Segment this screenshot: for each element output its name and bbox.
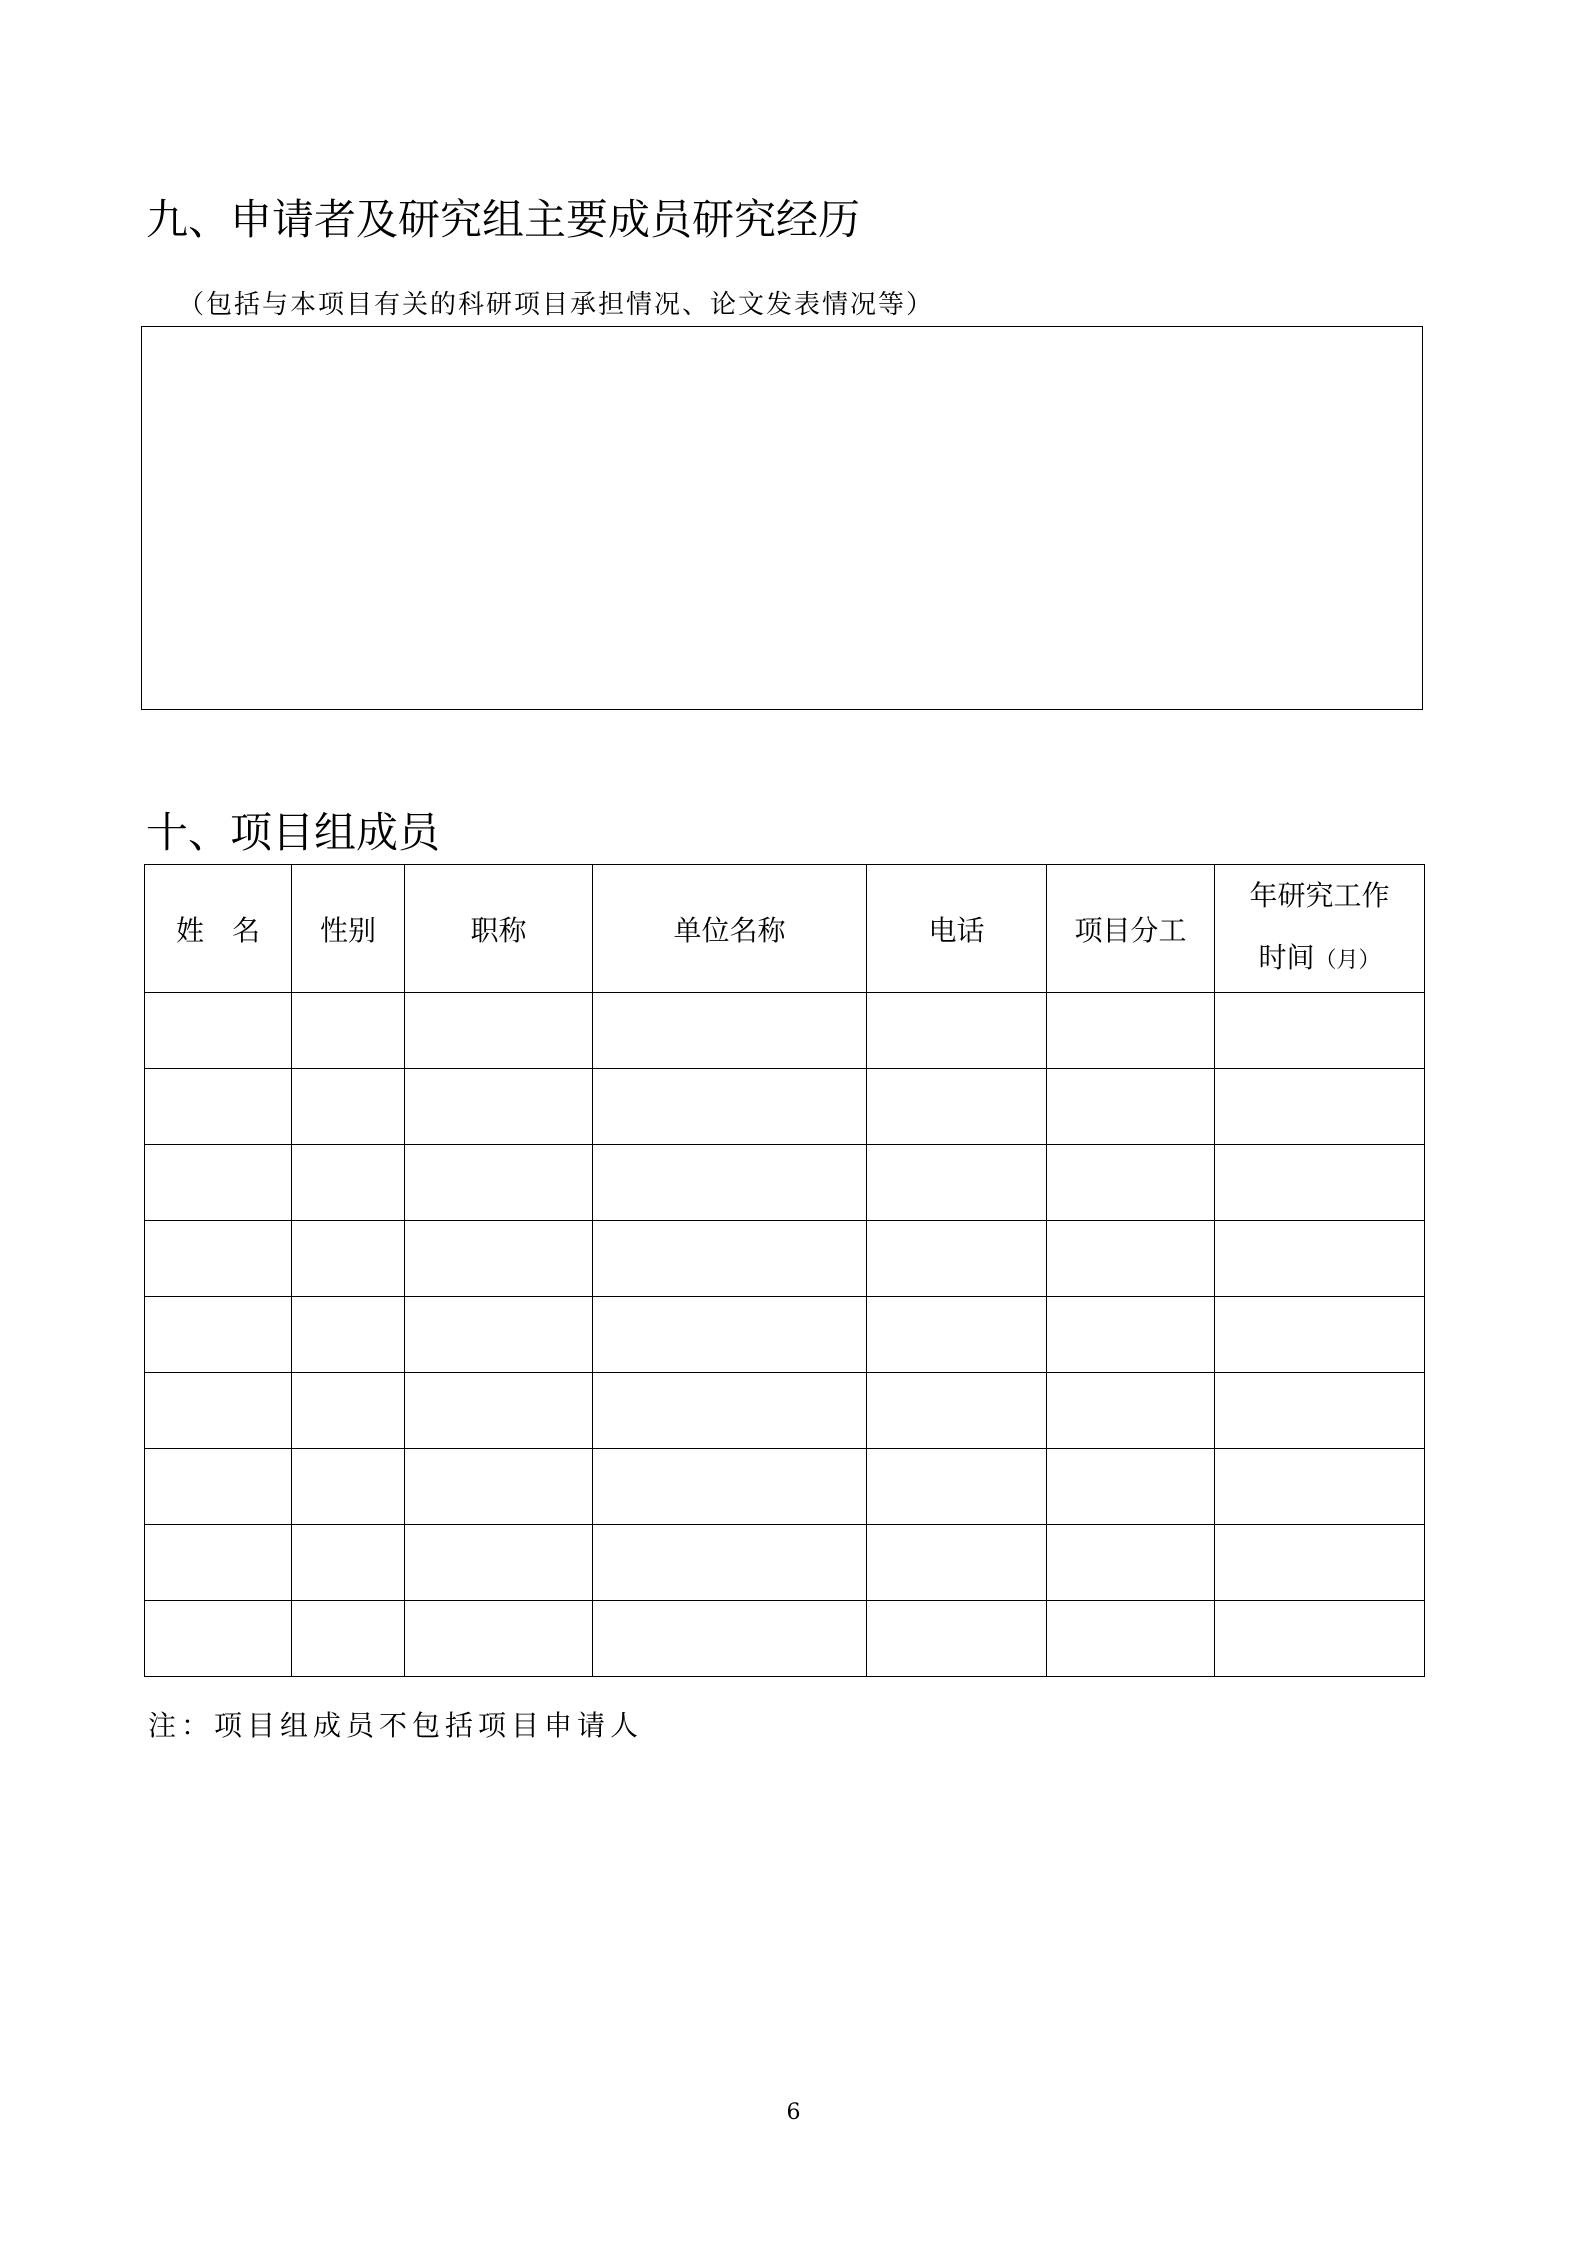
cell-role[interactable] (1047, 1449, 1215, 1525)
cell-role[interactable] (1047, 1601, 1215, 1677)
header-phone: 电话 (867, 865, 1047, 993)
cell-name[interactable] (145, 1145, 292, 1221)
cell-gender[interactable] (292, 1069, 405, 1145)
cell-role[interactable] (1047, 993, 1215, 1069)
cell-name[interactable] (145, 1221, 292, 1297)
cell-gender[interactable] (292, 1297, 405, 1373)
table-header-row (145, 865, 1425, 993)
table-row (145, 1221, 1425, 1297)
table-row (145, 993, 1425, 1069)
cell-name[interactable] (145, 993, 292, 1069)
cell-title[interactable] (405, 1601, 593, 1677)
cell-phone[interactable] (867, 993, 1047, 1069)
cell-title[interactable] (405, 1449, 593, 1525)
table-row (145, 1297, 1425, 1373)
cell-work-months[interactable] (1215, 1069, 1425, 1145)
cell-gender[interactable] (292, 993, 405, 1069)
cell-gender[interactable] (292, 1145, 405, 1221)
table-note: 注：项目组成员不包括项目申请人 (148, 1709, 644, 1742)
cell-title[interactable] (405, 993, 593, 1069)
header-organization: 单位名称 (593, 865, 867, 993)
cell-gender[interactable] (292, 1373, 405, 1449)
cell-work-months[interactable] (1215, 1221, 1425, 1297)
cell-name[interactable] (145, 1069, 292, 1145)
cell-work-months[interactable] (1215, 1601, 1425, 1677)
section-10-title: 十、项目组成员 (146, 808, 441, 857)
cell-gender[interactable] (292, 1449, 405, 1525)
table-row (145, 1069, 1425, 1145)
cell-work-months[interactable] (1215, 993, 1425, 1069)
cell-name[interactable] (145, 1373, 292, 1449)
cell-phone[interactable] (867, 1145, 1047, 1221)
header-work-months-time: 时间 (1258, 941, 1315, 974)
section-9-title: 九、申请者及研究组主要成员研究经历 (146, 195, 861, 244)
research-experience-box[interactable] (141, 326, 1423, 710)
table-row (145, 1373, 1425, 1449)
cell-gender[interactable] (292, 1525, 405, 1601)
cell-work-months[interactable] (1215, 1525, 1425, 1601)
header-name: 姓 名 (145, 865, 292, 993)
header-work-months-unit: （月） (1314, 948, 1381, 973)
page-number: 6 (786, 2100, 801, 2125)
section-9-subtitle: （包括与本项目有关的科研项目承担情况、论文发表情况等） (178, 290, 935, 320)
cell-organization[interactable] (593, 1449, 867, 1525)
cell-work-months[interactable] (1215, 1297, 1425, 1373)
header-work-months (1215, 865, 1425, 993)
cell-work-months[interactable] (1215, 1373, 1425, 1449)
cell-work-months[interactable] (1215, 1449, 1425, 1525)
cell-title[interactable] (405, 1145, 593, 1221)
cell-phone[interactable] (867, 1525, 1047, 1601)
header-role: 项目分工 (1047, 865, 1215, 993)
header-title: 职称 (405, 865, 593, 993)
header-work-months-line1: 年研究工作 (1249, 879, 1390, 912)
cell-organization[interactable] (593, 1525, 867, 1601)
cell-role[interactable] (1047, 1221, 1215, 1297)
cell-organization[interactable] (593, 1069, 867, 1145)
cell-role[interactable] (1047, 1297, 1215, 1373)
cell-name[interactable] (145, 1525, 292, 1601)
cell-title[interactable] (405, 1373, 593, 1449)
cell-gender[interactable] (292, 1221, 405, 1297)
cell-gender[interactable] (292, 1601, 405, 1677)
table-row (145, 1525, 1425, 1601)
cell-organization[interactable] (593, 1145, 867, 1221)
cell-organization[interactable] (593, 1373, 867, 1449)
table-row (145, 1601, 1425, 1677)
cell-phone[interactable] (867, 1373, 1047, 1449)
cell-organization[interactable] (593, 1221, 867, 1297)
cell-phone[interactable] (867, 1221, 1047, 1297)
cell-organization[interactable] (593, 993, 867, 1069)
cell-phone[interactable] (867, 1297, 1047, 1373)
cell-role[interactable] (1047, 1525, 1215, 1601)
cell-role[interactable] (1047, 1069, 1215, 1145)
cell-work-months[interactable] (1215, 1145, 1425, 1221)
cell-organization[interactable] (593, 1297, 867, 1373)
cell-name[interactable] (145, 1297, 292, 1373)
cell-title[interactable] (405, 1069, 593, 1145)
table-row (145, 1449, 1425, 1525)
cell-role[interactable] (1047, 1373, 1215, 1449)
cell-title[interactable] (405, 1221, 593, 1297)
cell-name[interactable] (145, 1449, 292, 1525)
cell-organization[interactable] (593, 1601, 867, 1677)
cell-name[interactable] (145, 1601, 292, 1677)
cell-title[interactable] (405, 1525, 593, 1601)
cell-phone[interactable] (867, 1069, 1047, 1145)
header-gender: 性别 (292, 865, 405, 993)
header-work-months-line2 (1215, 927, 1424, 992)
cell-title[interactable] (405, 1297, 593, 1373)
team-members-table (144, 864, 1425, 1677)
table-row (145, 1145, 1425, 1221)
cell-phone[interactable] (867, 1601, 1047, 1677)
cell-role[interactable] (1047, 1145, 1215, 1221)
cell-phone[interactable] (867, 1449, 1047, 1525)
